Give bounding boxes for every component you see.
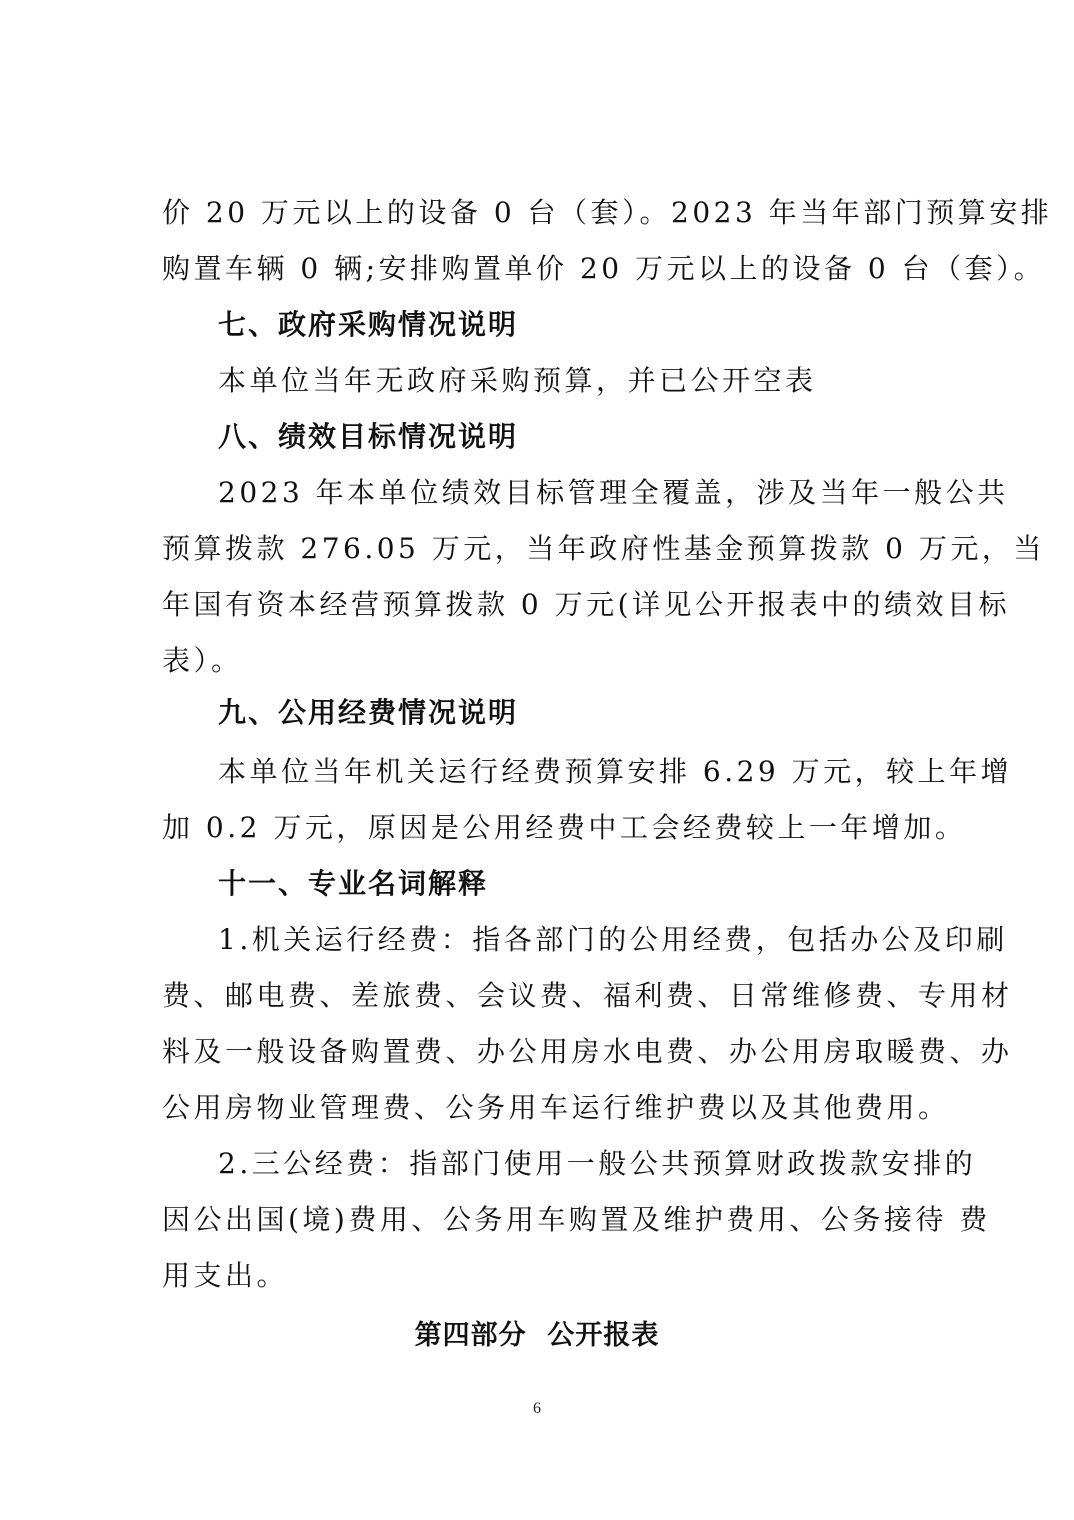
paragraph-line: 公用房物业管理费、公务用车运行维护费以及其他费用。 — [162, 1091, 950, 1124]
paragraph-line: 1.机关运行经费：指各部门的公用经费，包括办公及印刷 — [218, 923, 1008, 956]
paragraph-line: 购置车辆 0 辆;安排购置单价 20 万元以上的设备 0 台（套）。 — [162, 252, 1046, 285]
paragraph-line: 年国有资本经营预算拨款 0 万元(详见公开报表中的绩效目标 — [162, 588, 1011, 621]
paragraph-line: 表）。 — [162, 644, 243, 677]
section-heading-7: 七、政府采购情况说明 — [218, 308, 519, 341]
paragraph-line: 预算拨款 276.05 万元，当年政府性基金预算拨款 0 万元，当 — [162, 532, 1045, 565]
section-heading-11: 十一、专业名词解释 — [218, 867, 489, 900]
paragraph-line: 料及一般设备购置费、办公用房水电费、办公用房取暖费、办 — [162, 1035, 1013, 1068]
paragraph-line: 费、邮电费、差旅费、会议费、福利费、日常维修费、专用材 — [162, 979, 1013, 1012]
section-heading-9: 九、公用经费情况说明 — [218, 696, 519, 729]
paragraph-line: 用支出。 — [162, 1259, 289, 1292]
paragraph-line: 本单位当年机关运行经费预算安排 6.29 万元，较上年增 — [218, 755, 1013, 788]
paragraph-line: 加 0.2 万元，原因是公用经费中工会经费较上一年增加。 — [162, 811, 967, 844]
part-title: 第四部分 公开报表 — [414, 1320, 660, 1351]
paragraph-line: 2.三公经费：指部门使用一般公共预算财政拨款安排的 — [218, 1147, 977, 1180]
paragraph-line: 本单位当年无政府采购预算，并已公开空表 — [218, 364, 817, 397]
section-heading-8: 八、绩效目标情况说明 — [218, 420, 519, 453]
paragraph-line: 因公出国(境)费用、公务用车购置及维护费用、公务接待 费 — [162, 1203, 991, 1236]
paragraph-line: 2023 年本单位绩效目标管理全覆盖，涉及当年一般公共 — [218, 476, 1009, 509]
page-number: 6 — [533, 1400, 541, 1417]
paragraph-line: 价 20 万元以上的设备 0 台（套）。2023 年当年部门预算安排 — [162, 196, 1053, 229]
